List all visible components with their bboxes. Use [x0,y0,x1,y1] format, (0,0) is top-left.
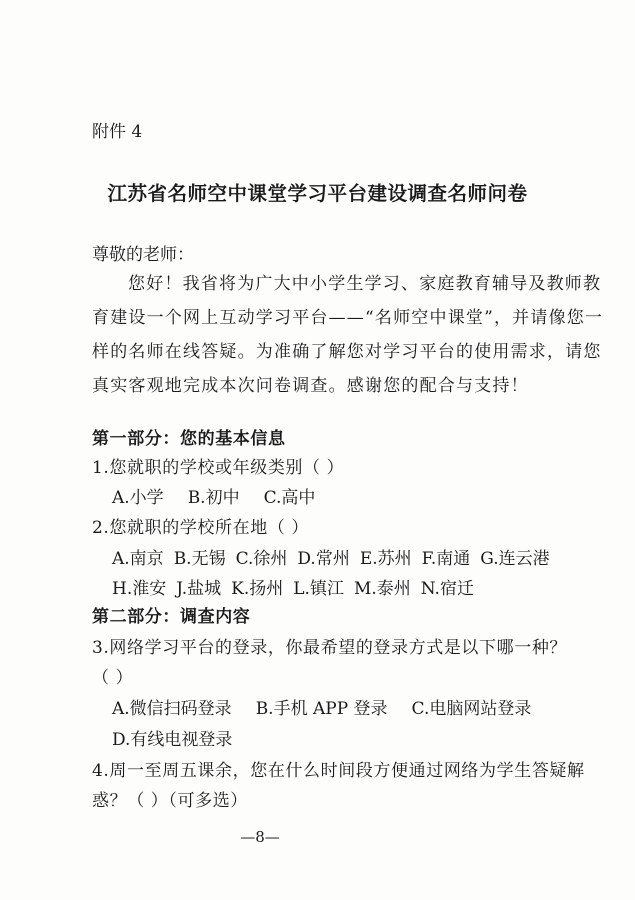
option: B.手机 APP 登录 [255,699,388,719]
question-4-line-2: 惑？（ ）（可多选） [92,791,248,811]
option: F.南通 [421,549,471,569]
question-3-line-1: 3.网络学习平台的登录，你最希望的登录方式是以下哪一种？ [92,638,568,658]
option: N.宿迁 [420,579,474,599]
question-1: 1.您就职的学校或年级类别（ ） [92,458,345,478]
intro-line-1: 您好！我省将为广大中小学生学习、家庭教育辅导及教师教 [128,274,602,294]
option: L.镇江 [293,579,344,599]
option: M.泰州 [353,579,411,599]
question-3-options-row1 [112,698,555,720]
question-1-options [112,487,339,509]
question-3-line-2: （ ） [92,668,134,688]
option: B.无锡 [173,549,226,569]
option: B.初中 [187,488,240,508]
intro-line-4: 真实客观地完成本次问卷调查。感谢您的配合与支持！ [92,376,529,396]
page-number: —8— [240,828,280,846]
question-3-options-row2 [112,729,242,751]
question-2: 2.您就职的学校所在地（ ） [92,518,310,538]
greeting: 尊敬的老师： [92,245,194,265]
option: K.扬州 [231,579,284,599]
option: E.苏州 [359,549,412,569]
option: D.有线电视登录 [112,730,233,750]
question-2-options-row2 [112,578,484,600]
intro-line-3: 样的名师在线答疑。为准确了解您对学习平台的使用需求，请您 [92,342,602,362]
part1-heading: 第一部分：您的基本信息 [92,429,286,449]
document-title: 江苏省名师空中课堂学习平台建设调查名师问卷 [107,182,528,205]
question-4-line-1: 4.周一至周五课余，您在什么时间段方便通过网络为学生答疑解 [92,761,585,781]
attachment-label: 附件 4 [92,122,143,142]
part2-heading: 第二部分：调查内容 [92,607,251,627]
intro-line-2: 育建设一个网上互动学习平台——“名师空中课堂”，并请像您一 [92,308,604,328]
option: D.常州 [297,549,350,569]
option: C.高中 [263,488,316,508]
option: J.盐城 [176,579,222,599]
question-2-options-row1 [112,548,560,570]
option: A.南京 [112,549,164,569]
option: G.连云港 [480,549,550,569]
option: H.淮安 [112,579,167,599]
option: C.电脑网站登录 [411,699,532,719]
option: A.微信扫码登录 [112,699,232,719]
option: A.小学 [112,488,164,508]
option: C.徐州 [235,549,288,569]
